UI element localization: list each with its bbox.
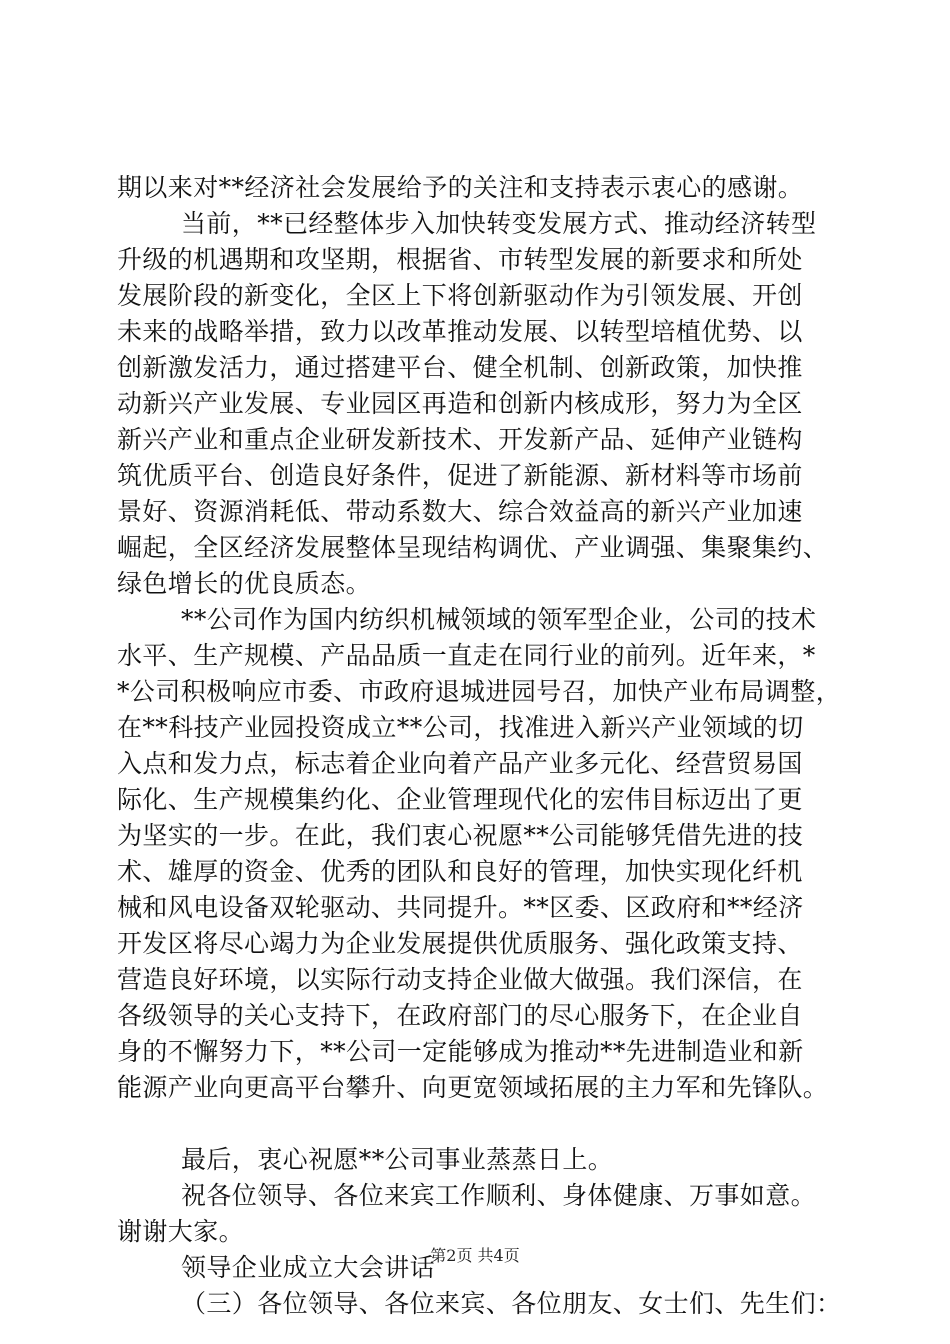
paragraph-start-line: 最后，衷心祝愿**公司事业蒸蒸日上。	[181, 1145, 614, 1174]
text-line: 际化、生产规模集约化、企业管理现代化的宏伟目标迈出了更	[117, 785, 803, 814]
paragraph-start-line: 祝各位领导、各位来宾工作顺利、身体健康、万事如意。	[181, 1181, 817, 1210]
document-body	[117, 170, 847, 1322]
text-line: 谢谢大家。	[117, 1217, 245, 1246]
text-line: 开发区将尽心竭力为企业发展提供优质服务、强化政策支持、	[117, 929, 803, 958]
text-line: 身的不懈努力下，**公司一定能够成为推动**先进制造业和新	[117, 1037, 804, 1066]
text-line: 各级领导的关心支持下，在政府部门的尽心服务下，在企业自	[117, 1001, 803, 1030]
section-title-line: 领导企业成立大会讲话	[181, 1253, 436, 1282]
text-line: 动新兴产业发展、专业园区再造和创新内核成形，努力为全区	[117, 389, 803, 418]
text-line: 创新激发活力，通过搭建平台、健全机制、创新政策，加快推	[117, 353, 803, 382]
text-line: 在**科技产业园投资成立**公司，找准进入新兴产业领域的切	[117, 713, 804, 742]
text-line: *公司积极响应市委、市政府退城进园号召，加快产业布局调整，	[117, 677, 842, 706]
text-line: 绿色增长的优良质态。	[117, 569, 372, 598]
text-line: 营造良好环境，以实际行动支持企业做大做强。我们深信，在	[117, 965, 803, 994]
text-line: 景好、资源消耗低、带动系数大、综合效益高的新兴产业加速	[117, 497, 803, 526]
paragraph-start-line: 当前，**已经整体步入加快转变发展方式、推动经济转型	[181, 209, 817, 238]
text-line: 术、雄厚的资金、优秀的团队和良好的管理，加快实现化纤机	[117, 857, 803, 886]
text-line: 发展阶段的新变化，全区上下将创新驱动作为引领发展、开创	[117, 281, 803, 310]
paragraph-gap	[117, 1106, 847, 1142]
text-line: 为坚实的一步。在此，我们衷心祝愿**公司能够凭借先进的技	[117, 821, 804, 850]
text-line: 升级的机遇期和攻坚期，根据省、市转型发展的新要求和所处	[117, 245, 803, 274]
text-line: 期以来对**经济社会发展给予的关注和支持表示衷心的感谢。	[117, 173, 804, 202]
text-line: 崛起，全区经济发展整体呈现结构调优、产业调强、集聚集约、	[117, 533, 829, 562]
text-line: 能源产业向更高平台攀升、向更宽领域拓展的主力军和先锋队。	[117, 1073, 829, 1102]
text-line: 未来的战略举措，致力以改革推动发展、以转型培植优势、以	[117, 317, 803, 346]
paragraph-start-line: （三）各位领导、各位来宾、各位朋友、女士们、先生们：	[181, 1289, 842, 1318]
text-line: 械和风电设备双轮驱动、共同提升。**区委、区政府和**经济	[117, 893, 804, 922]
text-line: 筑优质平台、创造良好条件，促进了新能源、新材料等市场前	[117, 461, 803, 490]
paragraph-start-line: **公司作为国内纺织机械领域的领军型企业，公司的技术	[181, 605, 817, 634]
text-line: 新兴产业和重点企业研发新技术、开发新产品、延伸产业链构	[117, 425, 803, 454]
text-line: 入点和发力点，标志着企业向着产品产业多元化、经营贸易国	[117, 749, 803, 778]
page-number-footer: 第2页 共4页	[430, 1246, 520, 1265]
text-line: 水平、生产规模、产品品质一直走在同行业的前列。近年来，*	[117, 641, 816, 670]
